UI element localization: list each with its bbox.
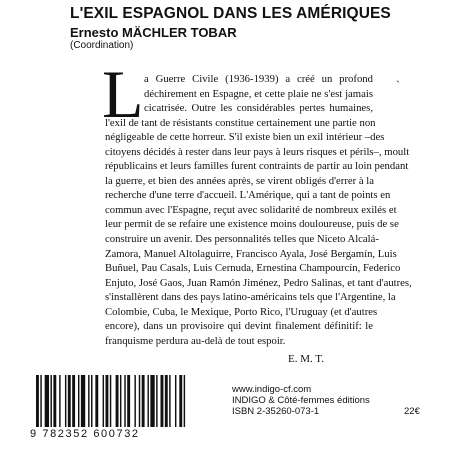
blurb-line: républicains et leurs familles furent contraints de partir au loin pendant bbox=[105, 160, 409, 173]
blurb-line: déchirement en Espagne, et cette plaie ne s'est jamais bbox=[144, 87, 373, 100]
blurb-line: commun avec l'Espagne, reçut avec solidarité de nombreux exilés et bbox=[105, 203, 397, 216]
blurb-line: Colombie, Cuba, le Mexique, Porto Rico, l'Uruguay (et d'autres bbox=[105, 305, 378, 318]
blurb-line: l'exil de tant de résistants constitue certainement une partie non bbox=[105, 116, 376, 129]
blurb-line: Enjuto, José Gaos, Juan Ramón Jiménez, Pedro Salinas, et tant d'autres, bbox=[105, 276, 412, 289]
blurb-line: s'installèrent dans des pays latino-américains tels que l'Argentine, la bbox=[105, 291, 396, 304]
author-name: Ernesto MÄCHLER TOBAR bbox=[70, 25, 237, 40]
drop-cap: L bbox=[102, 56, 144, 132]
author-role: (Coordination) bbox=[70, 40, 134, 51]
blurb-line: encore), dans un provisoire qui devint finalement définitif: le bbox=[105, 320, 373, 333]
blurb-text bbox=[105, 72, 412, 348]
blurb-line: cicatrisée. Outre les considérables pertes humaines, bbox=[144, 102, 373, 115]
blurb-line: Zamora, Manuel Altolaguirre, Francisco Ayala, José Bergamín, Luis bbox=[105, 247, 397, 260]
price-label: 22€ bbox=[404, 406, 420, 417]
blurb-line: leur permit de se refaire une existence moins douloureuse, puis de se bbox=[105, 218, 399, 231]
book-title: L'EXIL ESPAGNOL DANS LES AMÉRIQUES bbox=[70, 5, 391, 22]
isbn-number: ISBN 2-35260-073-1 bbox=[232, 406, 320, 417]
publisher-name: INDIGO & Côté-femmes éditions bbox=[232, 395, 370, 406]
blurb-line: Buñuel, Pau Casals, Luis Cernuda, Ernestina Champourcín, Federico bbox=[105, 262, 401, 275]
blurb-line: franquisme perdura au-delà de tout espoir. bbox=[105, 334, 286, 347]
signature-initials: E. M. T. bbox=[288, 353, 324, 365]
barcode-digits: 9 782352 600732 bbox=[30, 428, 140, 440]
blurb-line: négligeable de cette horreur. S'il existe bien un exil intérieur –des bbox=[105, 131, 385, 144]
blurb-line: construire un avenir. Des personnalités telles que Niceto Alcalá- bbox=[105, 233, 379, 246]
margin-mark: ` bbox=[396, 78, 400, 92]
blurb-line: recherche d'une terre d'accueil. L'Amérique, qui a tant de points en bbox=[105, 189, 391, 202]
publisher-url: www.indigo-cf.com bbox=[232, 384, 312, 395]
blurb-line: la guerre, et bien des années après, se virent obligés d'errer à la bbox=[105, 174, 374, 187]
barcode-image bbox=[36, 375, 188, 427]
blurb-line: citoyens décidés à rester dans leur pays à leurs risques et périls–, moult bbox=[105, 145, 410, 158]
blurb-line: a Guerre Civile (1936-1939) a créé un profond bbox=[144, 73, 373, 85]
